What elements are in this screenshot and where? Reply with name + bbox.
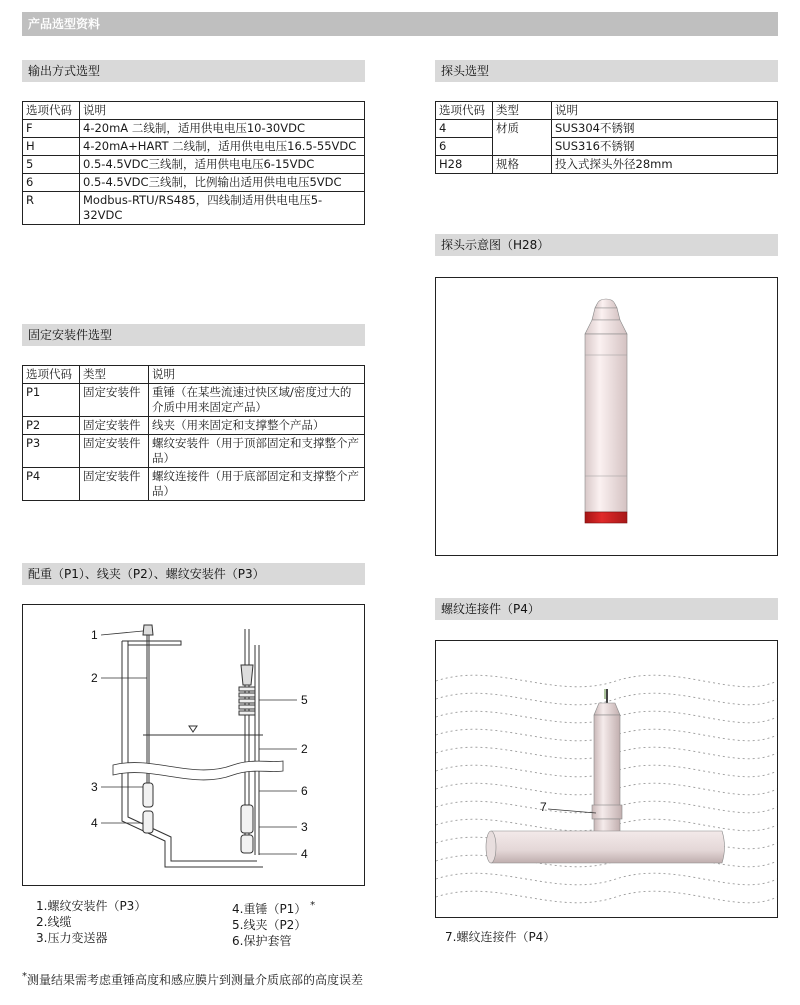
legend-item: 3.压力变送器 — [36, 931, 108, 945]
install-diagram — [23, 605, 364, 885]
connector-section-title — [435, 598, 778, 620]
table-cell: 投入式探头外径28mm — [552, 156, 778, 174]
table-header-cell: 选项代码 — [436, 102, 493, 120]
table-cell: 线夹（用来固定和支撑整个产品） — [149, 417, 365, 435]
table-header-row — [23, 102, 365, 120]
connector-caption: 7.螺纹连接件（P4） — [445, 930, 556, 944]
asterisk-mark: * — [310, 900, 316, 911]
probe-diagram-frame — [435, 277, 778, 556]
callout-number: 3 — [301, 820, 308, 834]
table-cell: 螺纹安装件（用于顶部固定和支撑整个产品） — [149, 435, 365, 468]
probe-diagram-section-title — [435, 234, 778, 256]
callout-number: 6 — [301, 784, 308, 798]
table-row — [23, 156, 365, 174]
table-header-cell: 选项代码 — [23, 366, 80, 384]
callout-number: 3 — [91, 780, 98, 794]
table-cell: SUS316不锈钢 — [552, 138, 778, 156]
callout-number: 4 — [91, 816, 98, 830]
table-cell: H28 — [436, 156, 493, 174]
table-cell: 4 — [436, 120, 493, 138]
probe-illustration — [436, 278, 777, 555]
table-cell: 固定安装件 — [80, 468, 149, 501]
table-cell: 规格 — [493, 156, 552, 174]
table-cell: Modbus-RTU/RS485，四线制适用供电电压5-32VDC — [80, 192, 365, 225]
table-cell: P2 — [23, 417, 80, 435]
asterisk-mark: * — [22, 971, 27, 982]
table-header-row — [23, 366, 365, 384]
callout-number: 2 — [301, 742, 308, 756]
table-row — [23, 192, 365, 225]
callout-number: 2 — [91, 671, 98, 685]
output-title-text: 输出方式选型 — [28, 64, 101, 78]
callout-number: 1 — [91, 628, 98, 642]
legend-item-text: 4.重锤（P1） — [232, 902, 307, 916]
table-cell: 重锤（在某些流速过快区域/密度过大的介质中用来固定产品） — [149, 384, 365, 417]
connector-title-text: 螺纹连接件（P4） — [441, 602, 540, 616]
table-cell: 0.5-4.5VDC三线制，比例输出适用供电电压5VDC — [80, 174, 365, 192]
footnote-text: 测量结果需考虑重锤高度和感应膜片到测量介质底部的高度误差 — [27, 973, 364, 987]
table-header-cell: 说明 — [552, 102, 778, 120]
table-cell: 0.5-4.5VDC三线制，适用供电电压6-15VDC — [80, 156, 365, 174]
table-header-cell: 说明 — [80, 102, 365, 120]
table-row — [436, 156, 778, 174]
table-cell: P1 — [23, 384, 80, 417]
page-header — [22, 12, 778, 36]
legend-item: 6.保护套管 — [232, 934, 292, 948]
table-header-cell: 类型 — [493, 102, 552, 120]
table-row — [436, 120, 778, 138]
table-row — [23, 435, 365, 468]
output-table — [22, 101, 365, 225]
table-cell: H — [23, 138, 80, 156]
connector-illustration — [436, 641, 777, 917]
table-cell: 4-20mA 二线制，适用供电电压10-30VDC — [80, 120, 365, 138]
callout-number: 5 — [301, 693, 308, 707]
probe-diagram-title-text: 探头示意图（H28） — [441, 238, 550, 252]
callout-number: 4 — [301, 847, 308, 861]
table-header-row — [436, 102, 778, 120]
mount-section-title — [22, 324, 365, 346]
probe-section-title — [435, 60, 778, 82]
install-diagram-frame — [22, 604, 365, 886]
output-section-title — [22, 60, 365, 82]
table-cell: F — [23, 120, 80, 138]
table-header-cell: 选项代码 — [23, 102, 80, 120]
table-cell: 6 — [436, 138, 493, 156]
install-title-text: 配重（P1）、线夹（P2）、螺纹安装件（P3） — [28, 567, 265, 581]
table-row — [436, 138, 778, 156]
callout-number: 7 — [540, 800, 547, 814]
connector-diagram-frame — [435, 640, 778, 918]
table-row — [23, 417, 365, 435]
table-cell: P3 — [23, 435, 80, 468]
legend-item: 1.螺纹安装件（P3） — [36, 899, 147, 913]
install-section-title — [22, 563, 365, 585]
table-cell: 固定安装件 — [80, 417, 149, 435]
table-cell: P4 — [23, 468, 80, 501]
mount-title-text: 固定安装件选型 — [28, 328, 113, 342]
table-cell: SUS304不锈钢 — [552, 120, 778, 138]
table-row — [23, 120, 365, 138]
table-header-cell: 类型 — [80, 366, 149, 384]
table-row — [23, 384, 365, 417]
table-cell: 4-20mA+HART 二线制，适用供电电压16.5-55VDC — [80, 138, 365, 156]
mount-table — [22, 365, 365, 501]
legend-item: 5.线夹（P2） — [232, 918, 307, 932]
table-cell: 5 — [23, 156, 80, 174]
probe-table — [435, 101, 778, 174]
table-row — [23, 174, 365, 192]
legend-item — [232, 898, 315, 917]
table-row — [23, 468, 365, 501]
table-row — [23, 138, 365, 156]
table-cell: 材质 — [493, 120, 552, 156]
table-cell: 螺纹连接件（用于底部固定和支撑整个产品） — [149, 468, 365, 501]
legend-item: 2.线缆 — [36, 915, 72, 929]
table-cell: R — [23, 192, 80, 225]
footnote — [22, 971, 363, 988]
table-cell: 固定安装件 — [80, 384, 149, 417]
table-header-cell: 说明 — [149, 366, 365, 384]
probe-title-text: 探头选型 — [441, 64, 490, 78]
table-cell: 固定安装件 — [80, 435, 149, 468]
page-title: 产品选型资料 — [28, 17, 101, 31]
table-cell: 6 — [23, 174, 80, 192]
